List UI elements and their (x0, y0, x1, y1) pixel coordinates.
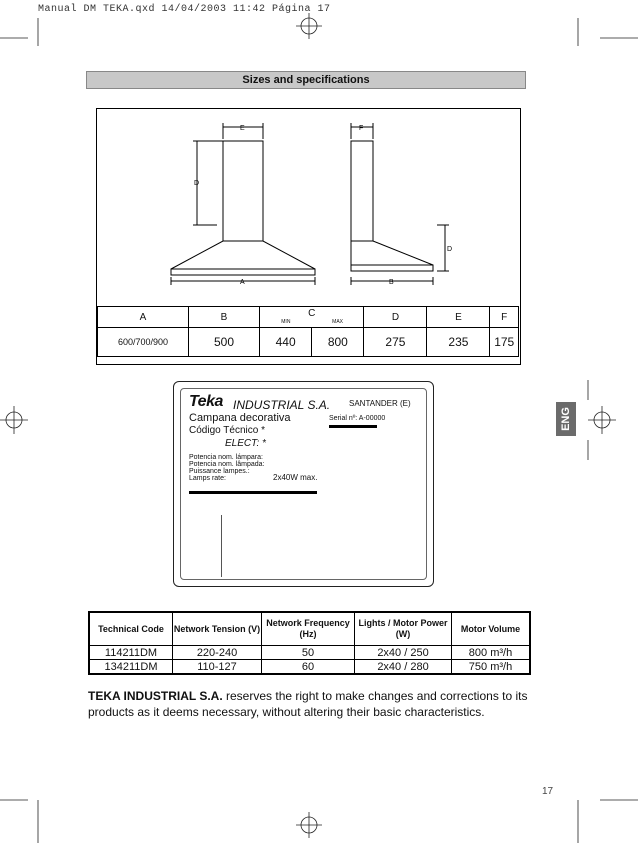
dim-header-e: E (427, 307, 490, 328)
spec-cell: 50 (262, 646, 355, 660)
dim-header-c (260, 307, 364, 328)
dim-value-e: 235 (427, 328, 490, 357)
dimensions-table (97, 306, 519, 357)
plate-barcode (189, 491, 317, 494)
plate-lamp-value: 2x40W max. (273, 473, 318, 482)
front-chimney (223, 141, 263, 241)
section-title: Sizes and specifications (86, 71, 526, 89)
dim-header-d: D (364, 307, 427, 328)
power-line: Puissance lampes.: (189, 468, 250, 475)
hood-diagram (97, 109, 520, 307)
file-header: Manual DM TEKA.qxd 14/04/2003 11:42 Página 17 (38, 4, 331, 15)
spec-cell: 110-127 (173, 660, 262, 675)
language-tab (556, 402, 576, 436)
power-line: Potencia nom. lámpara: (189, 454, 263, 461)
spec-header-code: Technical Code (89, 612, 173, 646)
dim-header-b: B (189, 307, 260, 328)
label-d-side: D (447, 246, 453, 253)
dim-header-c-label: C (308, 307, 316, 319)
dim-c-max: MAX (332, 318, 343, 325)
spec-cell: 800 m³/h (452, 646, 531, 660)
plate-company: INDUSTRIAL S.A. (233, 398, 331, 412)
plate-elect: ELECT: * (225, 438, 266, 449)
page-number: 17 (542, 786, 554, 797)
side-base (351, 265, 433, 271)
rating-plate (173, 381, 434, 587)
disclaimer-company: TEKA INDUSTRIAL S.A. (88, 689, 223, 703)
disclaimer-text: reserves the right to make changes and corrections to its products as it deems necessary, without altering their basic characteristics. (88, 689, 528, 719)
spec-cell: 134211DM (89, 660, 173, 675)
dim-value-f: 175 (490, 328, 519, 357)
spec-cell: 220-240 (173, 646, 262, 660)
dim-value-c-min: 440 (260, 328, 312, 357)
label-a: A (240, 279, 245, 286)
spec-cell: 60 (262, 660, 355, 675)
spec-header-power: Lights / Motor Power (W) (355, 612, 452, 646)
spec-header-tension: Network Tension (V) (173, 612, 262, 646)
power-line: Lamps rate: (189, 475, 226, 482)
plate-product: Campana decorativa (189, 412, 291, 424)
label-f: F (359, 125, 364, 132)
teka-logo: Teka (189, 393, 223, 410)
disclaimer (88, 688, 533, 720)
dim-value-b: 500 (189, 328, 260, 357)
table-row (89, 646, 530, 660)
plate-divider (221, 515, 222, 577)
language-tab-label: ENG (560, 407, 572, 431)
plate-serial: Serial nº: A-00000 (329, 415, 386, 422)
side-chimney (351, 141, 373, 241)
serial-barcode (329, 425, 377, 428)
label-e: E (240, 125, 245, 132)
dim-value-c-max: 800 (312, 328, 364, 357)
dim-header-f: F (490, 307, 519, 328)
spec-cell: 750 m³/h (452, 660, 531, 675)
dim-value-a: 600/700/900 (98, 328, 189, 357)
dim-header-a: A (98, 307, 189, 328)
plate-location: SANTANDER (E) (349, 399, 411, 408)
front-base (171, 269, 315, 275)
label-b: B (389, 279, 394, 286)
front-canopy (171, 241, 315, 269)
spec-header-volume: Motor Volume (452, 612, 531, 646)
power-line: Potencia nom. lâmpada: (189, 461, 265, 468)
spec-header-frequency: Network Frequency (Hz) (262, 612, 355, 646)
spec-cell: 114211DM (89, 646, 173, 660)
side-canopy (351, 241, 433, 265)
spec-cell: 2x40 / 280 (355, 660, 452, 675)
dim-value-d: 275 (364, 328, 427, 357)
dim-c-min: MIN (281, 318, 291, 325)
plate-power-lines (189, 454, 265, 482)
spec-cell: 2x40 / 250 (355, 646, 452, 660)
spec-table (88, 611, 531, 675)
plate-code: Código Técnico * (189, 425, 265, 436)
label-d-front: D (194, 180, 200, 187)
table-row (89, 660, 530, 675)
